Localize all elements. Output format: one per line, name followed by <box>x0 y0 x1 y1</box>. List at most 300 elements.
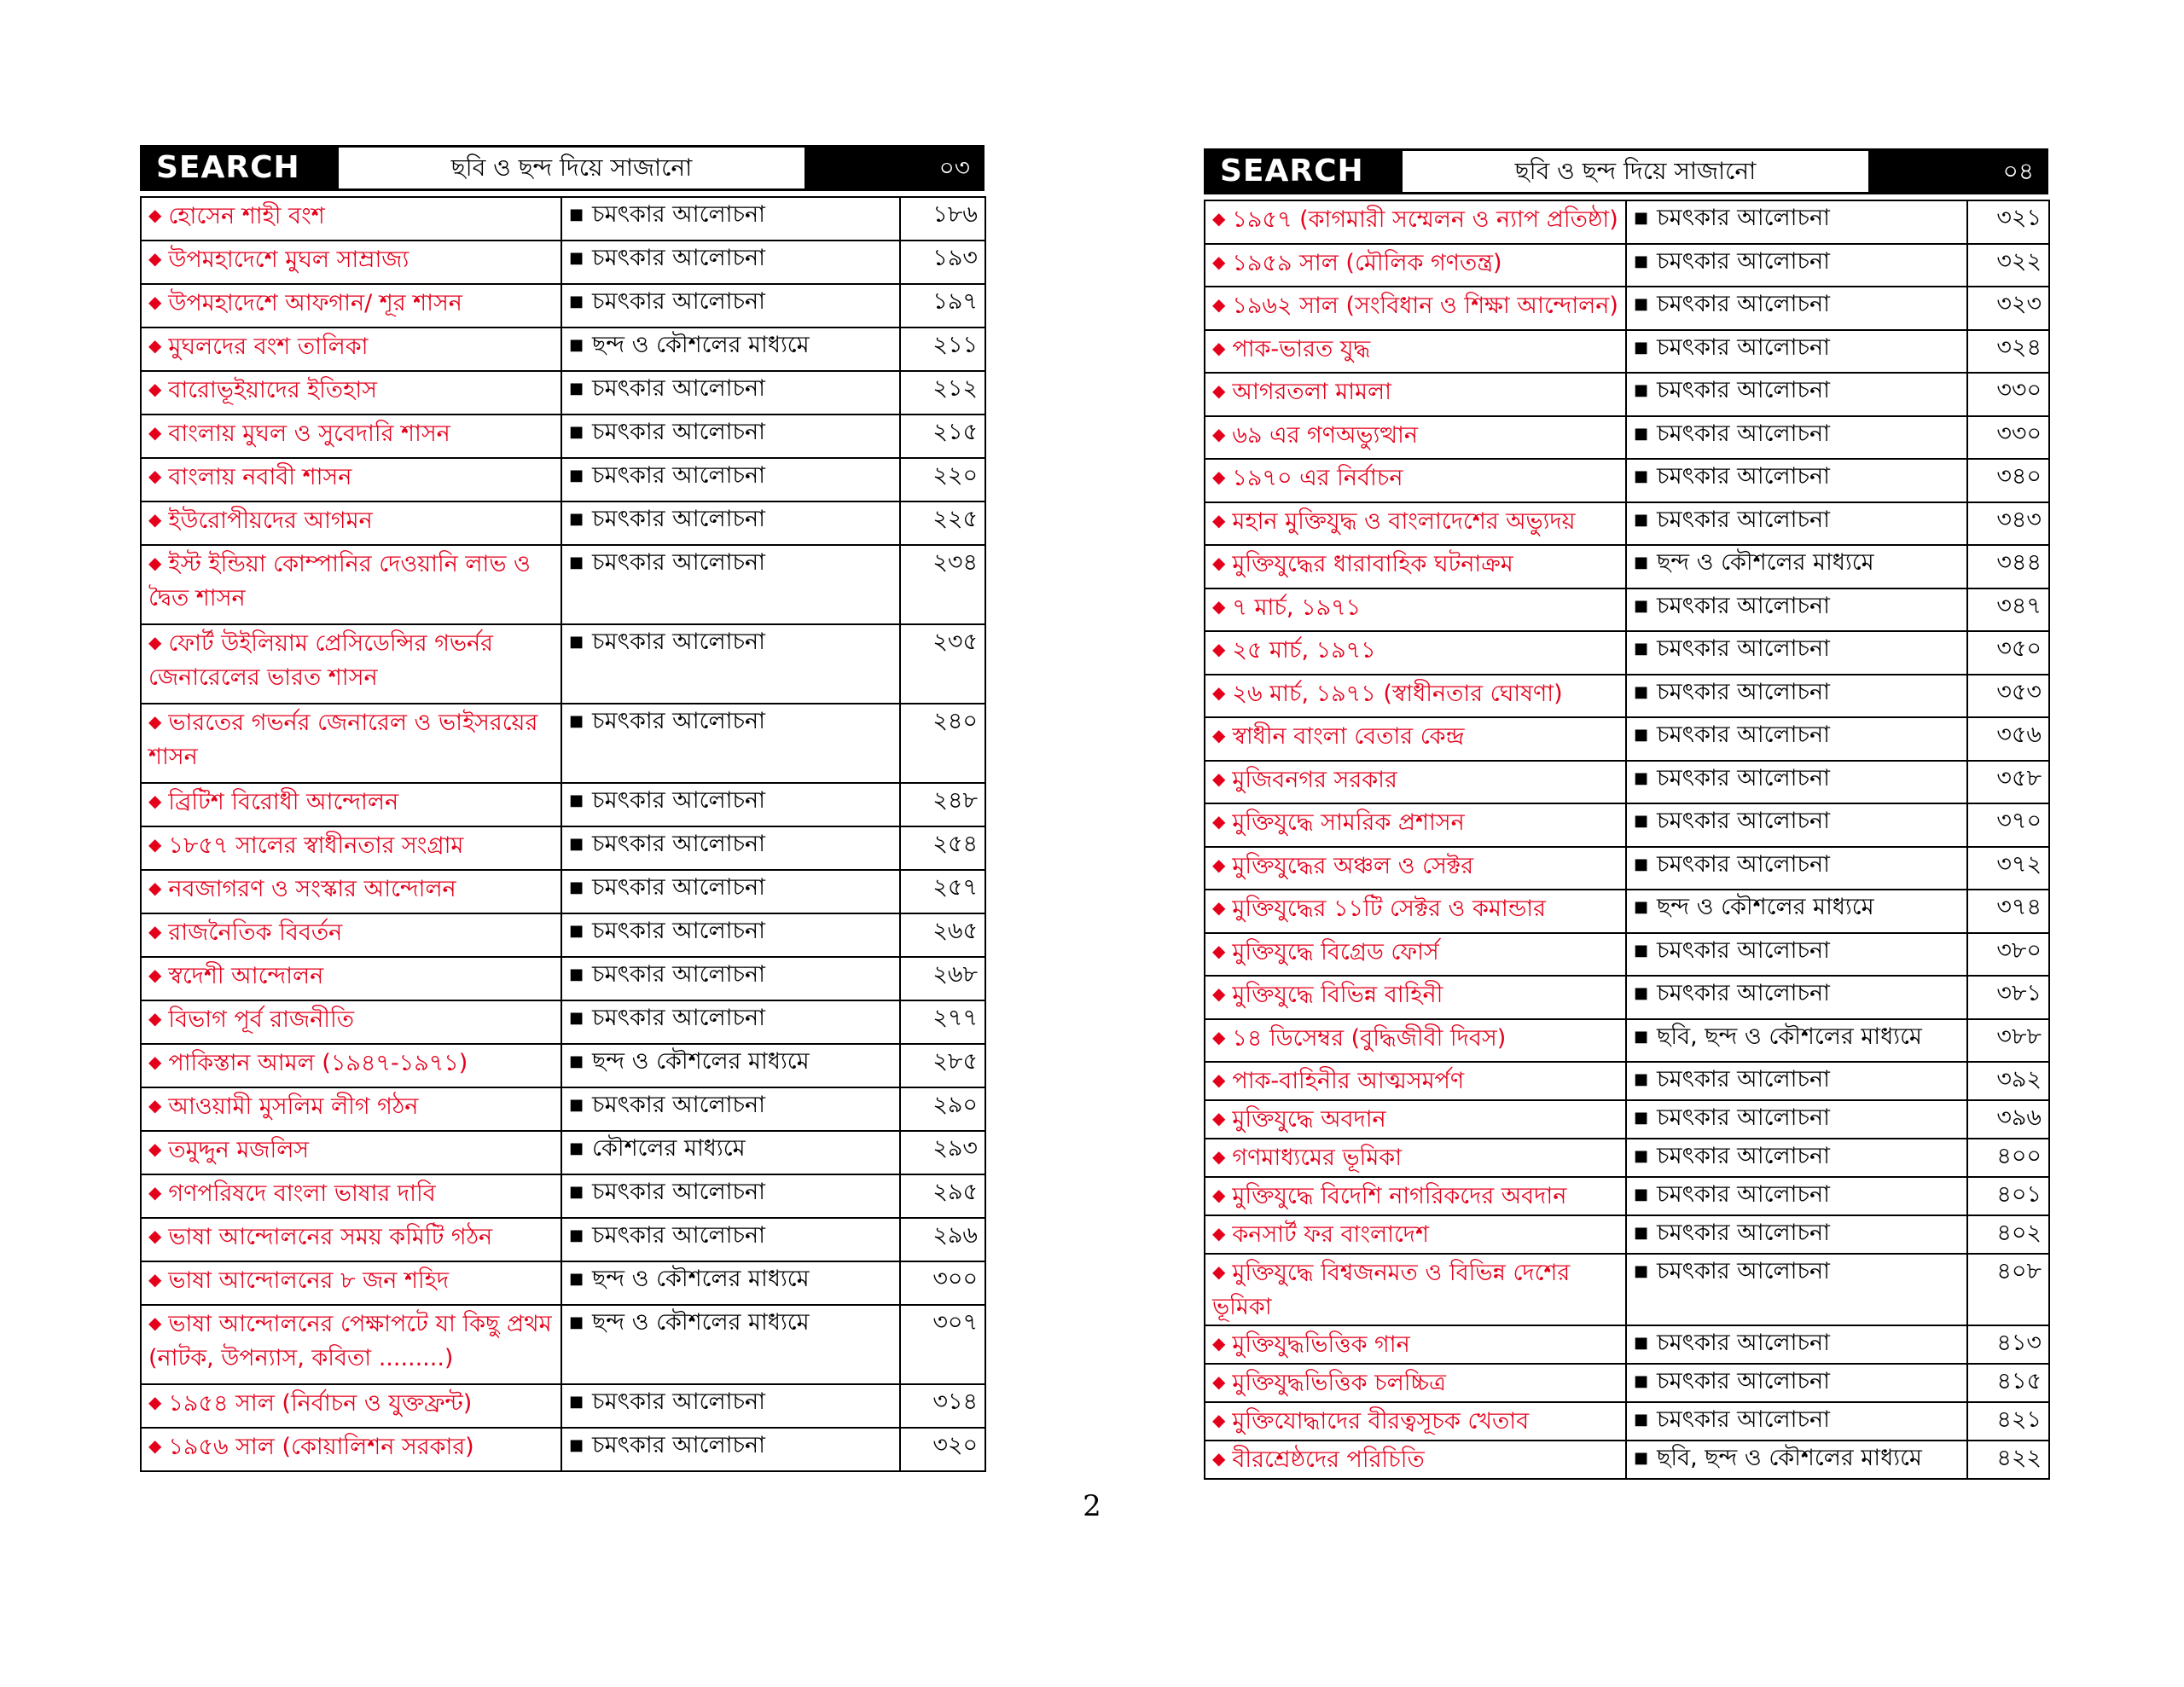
diamond-bullet-icon: ◆ <box>1212 1108 1226 1128</box>
toc-page-number: ৩৭০ <box>1967 803 2049 847</box>
toc-topic-label: মহান মুক্তিযুদ্ধ ও বাংলাদেশের অভ্যুদয় <box>1232 507 1576 535</box>
toc-page-number: ৩৯৬ <box>1967 1100 2049 1139</box>
toc-page-number: ১৯৭ <box>900 284 985 328</box>
toc-page-number: ৪০০ <box>1967 1139 2049 1177</box>
toc-topic-label: ৬৯ এর গণঅভ্যুত্থান <box>1232 421 1419 449</box>
toc-method-cell <box>1626 459 1967 502</box>
square-bullet-icon: ■ <box>1634 209 1649 227</box>
toc-page-number: ৩৩০ <box>1967 373 2049 416</box>
toc-page-number: ৩১৪ <box>900 1384 985 1428</box>
toc-method-label: চমৎকার আলোচনা <box>592 1222 765 1249</box>
square-bullet-icon: ■ <box>569 1270 584 1288</box>
toc-method-cell <box>561 1261 900 1305</box>
square-bullet-icon: ■ <box>1634 640 1649 658</box>
toc-page-number: ২১৫ <box>900 415 985 458</box>
toc-topic-cell <box>141 1261 561 1305</box>
toc-topic-cell <box>141 957 561 1000</box>
square-bullet-icon: ■ <box>1634 682 1649 701</box>
toc-method-cell <box>561 1174 900 1218</box>
diamond-bullet-icon: ◆ <box>148 422 162 443</box>
toc-page-number: ২৬৫ <box>900 913 985 957</box>
square-bullet-icon: ■ <box>1634 855 1649 873</box>
toc-row <box>1205 1215 2049 1254</box>
square-bullet-icon: ■ <box>569 293 584 310</box>
toc-topic-cell <box>1205 588 1626 632</box>
square-bullet-icon: ■ <box>1634 941 1649 959</box>
toc-topic-label: তমুদ্দুন মজলিস <box>168 1137 310 1163</box>
toc-method-cell <box>1626 1177 1967 1215</box>
square-bullet-icon: ■ <box>1634 1411 1649 1429</box>
toc-topic-label: ১৪ ডিসেম্বর (বুদ্ধিজীবী দিবস) <box>1232 1024 1507 1052</box>
toc-topic-label: মুঘলদের বংশ তালিকা <box>168 333 369 360</box>
toc-topic-label: ১৯৬২ সাল (সংবিধান ও শিক্ষা আন্দোলন) <box>1232 293 1618 319</box>
toc-method-label: চমৎকার আলোচনা <box>1657 1181 1830 1208</box>
diamond-bullet-icon: ◆ <box>148 878 162 898</box>
toc-topic-label: গণমাধ্যমের ভূমিকা <box>1232 1145 1403 1171</box>
toc-topic-label: বাংলায় নবাবী শাসন <box>168 464 352 490</box>
toc-row <box>1205 1100 2049 1139</box>
toc-topic-cell <box>1205 1364 1626 1402</box>
toc-row <box>141 1218 985 1261</box>
toc-method-label: চমৎকার আলোচনা <box>1657 678 1830 705</box>
toc-page-number: ৪২১ <box>1967 1402 2049 1441</box>
diamond-bullet-icon: ◆ <box>1212 897 1226 918</box>
square-bullet-icon: ■ <box>569 554 584 571</box>
diamond-bullet-icon: ◆ <box>148 509 162 530</box>
toc-method-label: ছন্দ ও কৌশলের মাধ্যমে <box>1657 549 1874 576</box>
toc-page-number: ৩৩০ <box>1967 416 2049 460</box>
toc-method-label: চমৎকার আলোচনা <box>592 961 765 988</box>
square-bullet-icon: ■ <box>1634 1109 1649 1127</box>
toc-page-number: ৩৪৭ <box>1967 588 2049 632</box>
toc-method-label: চমৎকার আলোচনা <box>592 629 765 655</box>
toc-row <box>141 870 985 913</box>
toc-page-number: ৩৪৪ <box>1967 545 2049 588</box>
diamond-bullet-icon: ◆ <box>148 711 162 732</box>
toc-method-label: ছন্দ ও কৌশলের মাধ্যমে <box>592 1048 810 1075</box>
toc-method-cell <box>561 241 900 284</box>
toc-method-cell <box>561 783 900 826</box>
toc-topic-cell <box>1205 1215 1626 1254</box>
toc-method-cell <box>561 415 900 458</box>
toc-topic-label: ভাষা আন্দোলনের ৮ জন শহিদ <box>168 1267 450 1294</box>
toc-method-cell <box>561 1384 900 1428</box>
toc-page-number: ২৬৮ <box>900 957 985 1000</box>
diamond-bullet-icon: ◆ <box>1212 208 1226 229</box>
toc-row <box>141 826 985 870</box>
toc-row <box>1205 502 2049 546</box>
toc-topic-cell <box>141 197 561 241</box>
toc-row <box>141 1000 985 1044</box>
toc-method-cell <box>1626 803 1967 847</box>
toc-page-number: ৪১৫ <box>1967 1364 2049 1402</box>
toc-row <box>1205 1364 2049 1402</box>
toc-topic-label: ইউরোপীয়দের আগমন <box>168 507 373 534</box>
toc-method-label: কৌশলের মাধ্যমে <box>592 1135 746 1162</box>
diamond-bullet-icon: ◆ <box>1212 1333 1226 1354</box>
toc-page-number: ৩০৭ <box>900 1305 985 1384</box>
toc-page-number: ২৯৬ <box>900 1218 985 1261</box>
diamond-bullet-icon: ◆ <box>1212 983 1226 1004</box>
diamond-bullet-icon: ◆ <box>148 292 162 312</box>
toc-row <box>141 501 985 545</box>
toc-method-label: চমৎকার আলোচনা <box>592 1005 765 1031</box>
toc-method-label: চমৎকার আলোচনা <box>592 787 765 814</box>
toc-method-cell <box>1626 1215 1967 1254</box>
toc-page-number: ৩৮১ <box>1967 976 2049 1019</box>
square-bullet-icon: ■ <box>569 1052 584 1070</box>
toc-page-number: ৩২৩ <box>1967 287 2049 330</box>
toc-topic-cell <box>141 371 561 415</box>
toc-topic-cell <box>141 284 561 328</box>
toc-topic-label: ১৯৫৪ সাল (নির্বাচন ও যুক্তফ্রন্ট) <box>168 1390 473 1417</box>
toc-method-cell <box>561 624 900 704</box>
square-bullet-icon: ■ <box>1634 338 1649 357</box>
toc-method-label: চমৎকার আলোচনা <box>1657 635 1830 662</box>
toc-topic-cell <box>141 704 561 783</box>
toc-method-cell <box>561 704 900 783</box>
toc-topic-cell <box>141 501 561 545</box>
diamond-bullet-icon: ◆ <box>1212 854 1226 875</box>
square-bullet-icon: ■ <box>569 380 584 397</box>
square-bullet-icon: ■ <box>569 1009 584 1027</box>
diamond-bullet-icon: ◆ <box>148 1139 162 1159</box>
diamond-bullet-icon: ◆ <box>1212 1371 1226 1392</box>
toc-row <box>1205 847 2049 890</box>
toc-page-number: ২৭৭ <box>900 1000 985 1044</box>
toc-row <box>141 957 985 1000</box>
toc-method-cell <box>561 957 900 1000</box>
square-bullet-icon: ■ <box>1634 726 1649 744</box>
toc-row <box>1205 588 2049 632</box>
toc-method-label: চমৎকার আলোচনা <box>1657 1406 1830 1433</box>
toc-row <box>1205 373 2049 416</box>
toc-method-label: চমৎকার আলোচনা <box>592 245 765 271</box>
toc-page-number: ৩৫৩ <box>1967 675 2049 718</box>
toc-method-cell <box>1626 761 1967 804</box>
toc-method-cell <box>1626 1325 1967 1364</box>
toc-topic-label: স্বাধীন বাংলা বেতার কেন্দ্র <box>1232 723 1465 750</box>
toc-page-number: ৪০৮ <box>1967 1254 2049 1325</box>
diamond-bullet-icon: ◆ <box>148 205 162 225</box>
toc-method-cell <box>561 1218 900 1261</box>
toc-method-label: চমৎকার আলোচনা <box>1657 850 1830 878</box>
toc-method-cell <box>1626 1019 1967 1063</box>
toc-method-cell <box>1626 287 1967 330</box>
diamond-bullet-icon: ◆ <box>1212 380 1226 401</box>
toc-page-number: ৩৭৪ <box>1967 890 2049 933</box>
toc-topic-cell <box>141 545 561 624</box>
toc-row <box>141 783 985 826</box>
toc-row <box>1205 1062 2049 1100</box>
square-bullet-icon: ■ <box>569 206 584 223</box>
toc-page-number: ২৪০ <box>900 704 985 783</box>
toc-row <box>141 1174 985 1218</box>
toc-topic-label: মুক্তিযুদ্ধে বিভিন্ন বাহিনী <box>1232 982 1443 1008</box>
toc-method-cell <box>1626 1364 1967 1402</box>
toc-method-label: চমৎকার আলোচনা <box>592 375 765 402</box>
toc-method-cell <box>561 371 900 415</box>
diamond-bullet-icon: ◆ <box>1212 1410 1226 1430</box>
toc-method-cell <box>1626 675 1967 718</box>
header-title: ছবি ও ছন্দ দিয়ে সাজানো <box>1403 151 1868 192</box>
toc-topic-cell <box>1205 1325 1626 1364</box>
toc-method-label: ছন্দ ও কৌশলের মাধ্যমে <box>592 332 810 358</box>
diamond-bullet-icon: ◆ <box>148 248 162 269</box>
toc-row <box>141 241 985 284</box>
toc-method-cell <box>1626 847 1967 890</box>
toc-method-cell <box>1626 717 1967 761</box>
toc-method-label: চমৎকার আলোচনা <box>1657 936 1830 964</box>
toc-method-cell <box>561 1305 900 1384</box>
toc-panel-right <box>1204 148 2048 1480</box>
square-bullet-icon: ■ <box>569 510 584 528</box>
toc-method-cell <box>1626 502 1967 546</box>
toc-method-cell <box>1626 890 1967 933</box>
toc-table-body <box>1205 200 2049 1479</box>
toc-row <box>1205 1019 2049 1063</box>
toc-page-number: ৩৮০ <box>1967 933 2049 977</box>
toc-row <box>141 624 985 704</box>
diamond-bullet-icon: ◆ <box>148 1313 162 1333</box>
toc-topic-label: বিভাগ পূর্ব রাজনীতি <box>168 1006 354 1033</box>
toc-topic-cell <box>1205 847 1626 890</box>
toc-page-number: ৩২৪ <box>1967 330 2049 374</box>
toc-method-label: চমৎকার আলোচনা <box>592 549 765 576</box>
toc-table-left <box>140 196 986 1472</box>
toc-topic-label: বারোভূইয়াদের ইতিহাস <box>168 377 378 403</box>
square-bullet-icon: ■ <box>569 712 584 730</box>
toc-method-cell <box>1626 416 1967 460</box>
toc-topic-label: বীরশ্রেষ্ঠদের পরিচিতি <box>1232 1446 1425 1473</box>
toc-header-right <box>1204 148 2048 194</box>
toc-topic-label: ১৯৫৯ সাল (মৌলিক গণতন্ত্র) <box>1232 249 1502 276</box>
toc-topic-label: কনসার্ট ফর বাংলাদেশ <box>1232 1221 1429 1248</box>
header-section-number: ০৩ <box>938 154 970 182</box>
toc-topic-cell <box>141 1087 561 1131</box>
toc-method-cell <box>1626 200 1967 244</box>
toc-method-cell <box>1626 631 1967 675</box>
square-bullet-icon: ■ <box>1634 381 1649 399</box>
toc-method-label: ছবি, ছন্দ ও কৌশলের মাধ্যমে <box>1657 1445 1922 1471</box>
square-bullet-icon: ■ <box>1634 768 1649 787</box>
toc-page-number: ৩৫০ <box>1967 631 2049 675</box>
diamond-bullet-icon: ◆ <box>1212 639 1226 659</box>
toc-topic-label: পাকিস্তান আমল (১৯৪৭-১৯৭১) <box>168 1050 468 1076</box>
toc-topic-cell <box>1205 459 1626 502</box>
toc-page-number: ২৮৫ <box>900 1044 985 1087</box>
toc-row <box>141 371 985 415</box>
square-bullet-icon: ■ <box>569 1436 584 1454</box>
square-bullet-icon: ■ <box>1634 812 1649 830</box>
diamond-bullet-icon: ◆ <box>1212 681 1226 703</box>
toc-method-cell <box>1626 1139 1967 1177</box>
toc-method-label: চমৎকার আলোচনা <box>1657 592 1830 619</box>
diamond-bullet-icon: ◆ <box>1212 811 1226 832</box>
toc-page-number: ৩৫৮ <box>1967 761 2049 804</box>
toc-row <box>1205 761 2049 804</box>
toc-method-cell <box>561 1131 900 1174</box>
toc-topic-label: ১৯৫৭ (কাগমারী সম্মেলন ও ন্যাপ প্রতিষ্ঠা) <box>1232 206 1618 233</box>
toc-row <box>141 1305 985 1384</box>
toc-topic-cell <box>1205 675 1626 718</box>
toc-topic-label: রাজনৈতিক বিবর্তন <box>168 919 343 946</box>
square-bullet-icon: ■ <box>1634 1070 1649 1088</box>
toc-method-cell <box>561 458 900 501</box>
toc-topic-cell <box>1205 1062 1626 1100</box>
diamond-bullet-icon: ◆ <box>148 632 162 652</box>
toc-method-cell <box>561 1428 900 1471</box>
toc-page-number: ২৪৮ <box>900 783 985 826</box>
toc-topic-label: মুক্তিযুদ্ধে বিদেশি নাগরিকদের অবদান <box>1232 1183 1567 1209</box>
toc-method-cell <box>1626 976 1967 1019</box>
toc-topic-label: মুক্তিযুদ্ধে সামরিক প্রশাসন <box>1232 809 1465 836</box>
toc-topic-cell <box>1205 1441 1626 1479</box>
toc-page-number: ৪১৩ <box>1967 1325 2049 1364</box>
toc-row <box>1205 933 2049 977</box>
toc-topic-label: ২৫ মার্চ, ১৯৭১ <box>1232 637 1376 664</box>
toc-topic-cell <box>1205 545 1626 588</box>
toc-row <box>1205 631 2049 675</box>
square-bullet-icon: ■ <box>569 467 584 484</box>
toc-row <box>1205 545 2049 588</box>
toc-method-label: চমৎকার আলোচনা <box>1657 506 1830 533</box>
toc-page-number: ২১১ <box>900 328 985 371</box>
toc-topic-cell <box>141 1305 561 1384</box>
diamond-bullet-icon: ◆ <box>1212 337 1226 358</box>
diamond-bullet-icon: ◆ <box>1212 294 1226 315</box>
toc-panel-left <box>140 145 985 1472</box>
toc-row <box>141 1428 985 1471</box>
toc-method-label: চমৎকার আলোচনা <box>592 419 765 445</box>
square-bullet-icon: ■ <box>1634 984 1649 1002</box>
square-bullet-icon: ■ <box>569 633 584 651</box>
toc-page-number: ১৮৬ <box>900 197 985 241</box>
toc-page-number: ৩৪০ <box>1967 459 2049 502</box>
toc-row <box>141 545 985 624</box>
toc-topic-cell <box>1205 416 1626 460</box>
toc-row <box>1205 803 2049 847</box>
toc-method-label: চমৎকার আলোচনা <box>592 1432 765 1458</box>
toc-topic-cell <box>141 826 561 870</box>
square-bullet-icon: ■ <box>569 1226 584 1244</box>
toc-topic-label: বাংলায় মুঘল ও সুবেদারি শাসন <box>168 420 450 447</box>
toc-topic-cell <box>141 1044 561 1087</box>
toc-method-cell <box>1626 1100 1967 1139</box>
toc-topic-cell <box>141 624 561 704</box>
toc-method-label: চমৎকার আলোচনা <box>1657 247 1830 275</box>
diamond-bullet-icon: ◆ <box>1212 423 1226 444</box>
square-bullet-icon: ■ <box>569 1183 584 1201</box>
diamond-bullet-icon: ◆ <box>1212 1146 1226 1167</box>
toc-topic-cell <box>141 241 561 284</box>
diamond-bullet-icon: ◆ <box>1212 509 1226 530</box>
toc-method-cell <box>561 328 900 371</box>
toc-method-cell <box>1626 373 1967 416</box>
toc-row <box>141 1131 985 1174</box>
diamond-bullet-icon: ◆ <box>1212 251 1226 272</box>
toc-page-number: ৩২২ <box>1967 244 2049 287</box>
toc-method-cell <box>1626 1402 1967 1441</box>
toc-row <box>1205 330 2049 374</box>
square-bullet-icon: ■ <box>569 249 584 267</box>
diamond-bullet-icon: ◆ <box>148 965 162 985</box>
diamond-bullet-icon: ◆ <box>148 553 162 573</box>
toc-row <box>141 197 985 241</box>
toc-method-label: চমৎকার আলোচনা <box>1657 980 1830 1006</box>
toc-method-label: চমৎকার আলোচনা <box>592 874 765 901</box>
toc-method-label: ছবি, ছন্দ ও কৌশলের মাধ্যমে <box>1657 1023 1922 1050</box>
diamond-bullet-icon: ◆ <box>1212 595 1226 617</box>
toc-method-label: চমৎকার আলোচনা <box>1657 764 1830 791</box>
toc-row <box>1205 1325 2049 1364</box>
toc-topic-label: আওয়ামী মুসলিম লীগ গঠন <box>168 1093 419 1120</box>
toc-header-left <box>140 145 985 191</box>
toc-topic-cell <box>141 1174 561 1218</box>
toc-topic-cell <box>1205 330 1626 374</box>
toc-topic-cell <box>1205 1177 1626 1215</box>
square-bullet-icon: ■ <box>1634 510 1649 529</box>
toc-method-cell <box>561 197 900 241</box>
toc-topic-cell <box>1205 287 1626 330</box>
toc-topic-cell <box>141 1428 561 1471</box>
toc-topic-cell <box>141 1384 561 1428</box>
diamond-bullet-icon: ◆ <box>148 921 162 942</box>
toc-row <box>141 1261 985 1305</box>
toc-method-cell <box>1626 1441 1967 1479</box>
diamond-bullet-icon: ◆ <box>148 1008 162 1029</box>
toc-method-cell <box>561 545 900 624</box>
square-bullet-icon: ■ <box>1634 1224 1649 1242</box>
toc-method-label: চমৎকার আলোচনা <box>592 831 765 857</box>
toc-topic-label: পাক-বাহিনীর আত্মসমর্পণ <box>1232 1068 1465 1094</box>
toc-topic-label: উপমহাদেশে আফগান/ শূর শাসন <box>168 290 462 316</box>
toc-page-number: ২৯০ <box>900 1087 985 1131</box>
toc-method-label: চমৎকার আলোচনা <box>1657 722 1830 748</box>
diamond-bullet-icon: ◆ <box>1212 1448 1226 1469</box>
toc-method-cell <box>1626 545 1967 588</box>
toc-topic-cell <box>141 458 561 501</box>
toc-topic-label: মুক্তিযুদ্ধের ধারাবাহিক ঘটনাক্রম <box>1232 551 1513 577</box>
toc-row <box>1205 459 2049 502</box>
toc-topic-cell <box>1205 761 1626 804</box>
toc-topic-cell <box>1205 1254 1626 1325</box>
toc-page-number: ২২৫ <box>900 501 985 545</box>
diamond-bullet-icon: ◆ <box>1212 725 1226 745</box>
toc-page-number: ২১২ <box>900 371 985 415</box>
toc-topic-cell <box>1205 200 1626 244</box>
toc-topic-label: হোসেন শাহী বংশ <box>168 203 325 229</box>
toc-method-cell <box>1626 588 1967 632</box>
toc-method-cell <box>561 1087 900 1131</box>
square-bullet-icon: ■ <box>1634 1147 1649 1165</box>
toc-method-label: চমৎকার আলোচনা <box>1657 1368 1830 1394</box>
toc-method-label: চমৎকার আলোচনা <box>1657 1066 1830 1093</box>
diamond-bullet-icon: ◆ <box>148 379 162 399</box>
toc-page-number: ৩৭২ <box>1967 847 2049 890</box>
toc-topic-label: মুক্তিযুদ্ধভিত্তিক চলচ্চিত্র <box>1232 1370 1446 1396</box>
toc-topic-label: ভারতের গভর্নর জেনারেল ও ভাইসরয়ের শাসন <box>148 710 538 770</box>
toc-topic-label: ফোর্ট উইলিয়াম প্রেসিডেন্সির গভর্নর জেনারেলের ভারত শাসন <box>148 630 493 691</box>
toc-method-label: ছন্দ ও কৌশলের মাধ্যমে <box>1657 894 1874 920</box>
toc-row <box>141 458 985 501</box>
toc-topic-label: মুক্তিযুদ্ধের ১১টি সেক্টর ও কমান্ডার <box>1232 896 1546 922</box>
square-bullet-icon: ■ <box>569 336 584 354</box>
toc-method-label: চমৎকার আলোচনা <box>592 462 765 489</box>
toc-topic-label: ইস্ট ইন্ডিয়া কোম্পানির দেওয়ানি লাভ ও দ্বৈত শাসন <box>148 551 531 612</box>
toc-page-number: ২৯৩ <box>900 1131 985 1174</box>
toc-method-label: চমৎকার আলোচনা <box>1657 420 1830 447</box>
